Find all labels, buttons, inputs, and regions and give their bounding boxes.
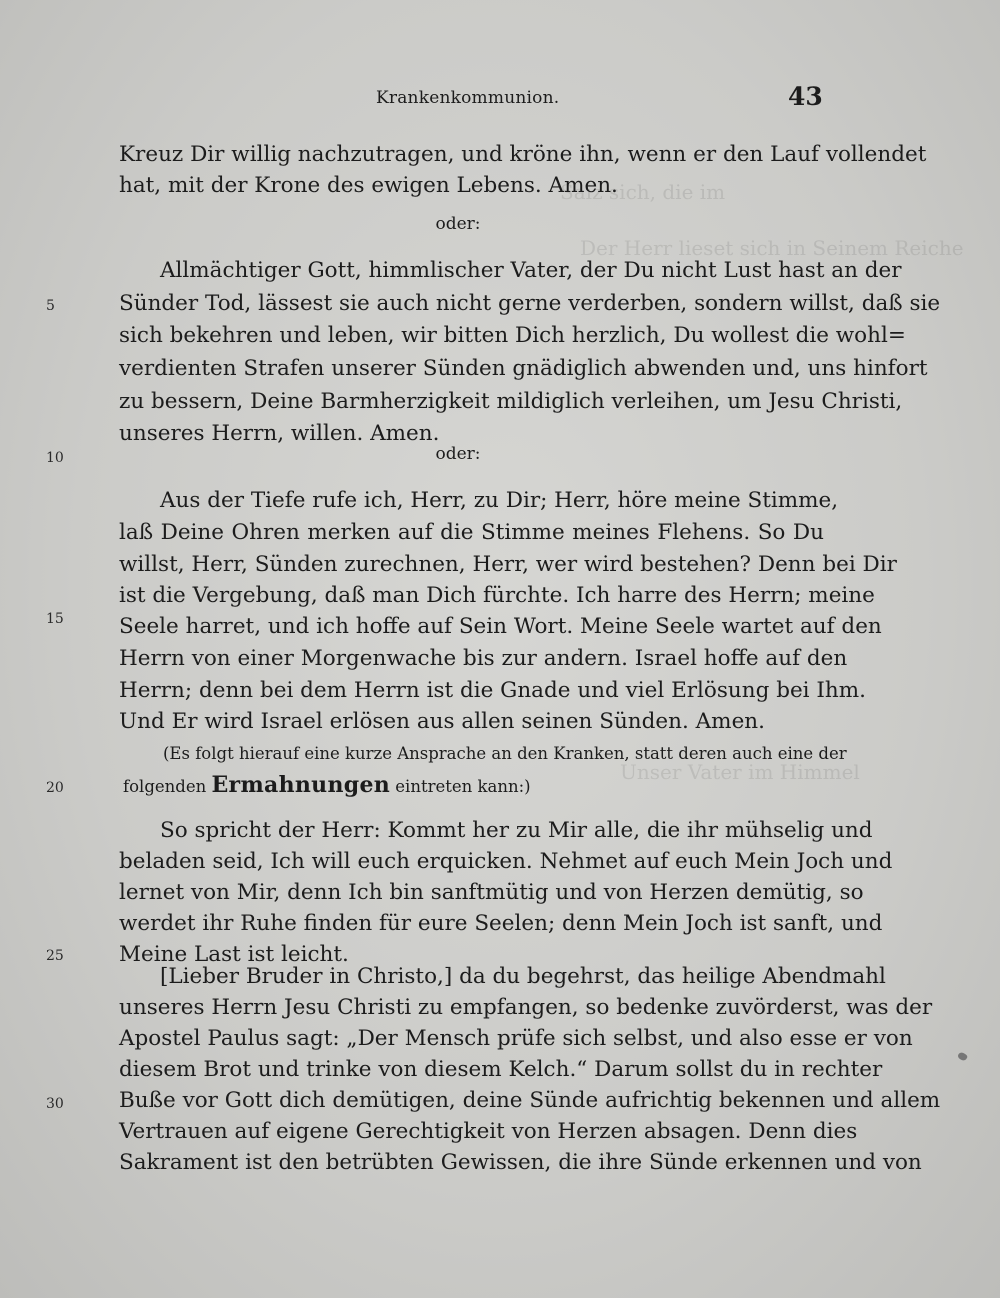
rubric-oder: oder: [435, 214, 481, 234]
rubric-line [123, 772, 828, 800]
rubric-text: eintreten kann:) [395, 777, 531, 796]
rubric-text: folgenden [123, 777, 207, 796]
text-line: Sakrament ist den betrübten Gewissen, die ihre Sünde erkennen und von [119, 1150, 922, 1175]
text-line: Buße vor Gott dich demütigen, deine Sünde aufrichtig bekennen und allem [119, 1088, 941, 1113]
text-line: laß Deine Ohren merken auf die Stimme meines Flehens. So Du [119, 520, 824, 545]
text-line: Allmächtiger Gott, himmlischer Vater, der Du nicht Lust hast an der [160, 258, 902, 283]
line-number: 30 [46, 1096, 64, 1112]
show-through-text: Der Herr lieset sich in Seinem Reiche [580, 236, 964, 260]
text-line: Sünder Tod, lässest sie auch nicht gerne verderben, sondern willst, daß sie [119, 291, 941, 316]
text-line: diesem Brot und trinke von diesem Kelch.“ Darum sollst du in rechter [119, 1057, 883, 1082]
text-line: Apostel Paulus sagt: „Der Mensch prüfe sich selbst, und also esse er von [119, 1026, 913, 1051]
text-line: Vertrauen auf eigene Gerechtigkeit von Herzen absagen. Denn dies [119, 1119, 858, 1144]
text-line: Meine Last ist leicht. [119, 942, 349, 967]
text-line: unseres Herrn, willen. Amen. [119, 421, 440, 446]
text-line: lernet von Mir, denn Ich bin sanftmütig und von Herzen demütig, so [119, 880, 864, 905]
text-line: ist die Vergebung, daß man Dich fürchte. Ich harre des Herrn; meine [119, 583, 875, 608]
text-line: Und Er wird Israel erlösen aus allen seinen Sünden. Amen. [119, 709, 765, 734]
line-number: 15 [46, 611, 64, 627]
line-number: 25 [46, 948, 64, 964]
text-line: Seele harret, und ich hoffe auf Sein Wort. Meine Seele wartet auf den [119, 614, 882, 639]
text-line: Kreuz Dir willig nachzutragen, und kröne ihn, wenn er den Lauf vollendet [119, 142, 927, 167]
text-line: Aus der Tiefe rufe ich, Herr, zu Dir; Herr, höre meine Stimme, [160, 488, 839, 513]
text-line: zu bessern, Deine Barmherzigkeit mildiglich verleihen, um Jesu Christi, [119, 389, 903, 414]
text-line: So spricht der Herr: Kommt her zu Mir alle, die ihr mühselig und [160, 818, 873, 843]
line-number: 5 [46, 298, 55, 314]
line-number: 10 [46, 450, 64, 466]
line-number: 20 [46, 780, 64, 796]
page-number: 43 [788, 82, 823, 111]
text-line: sich bekehren und leben, wir bitten Dich herzlich, Du wollest die wohl= [119, 323, 906, 348]
rubric-line: (Es folgt hierauf eine kurze Ansprache an den Kranken, statt deren auch eine der [163, 744, 847, 763]
show-through-text: Unser Vater im Himmel [620, 760, 860, 784]
text-line: Herrn von einer Morgenwache bis zur andern. Israel hoffe auf den [119, 646, 848, 671]
text-line: willst, Herr, Sünden zurechnen, Herr, wer wird bestehen? Denn bei Dir [119, 552, 897, 577]
text-line: werdet ihr Ruhe finden für eure Seelen; denn Mein Joch ist sanft, und [119, 911, 883, 936]
text-line: hat, mit der Krone des ewigen Lebens. Amen. [119, 173, 618, 198]
text-line: beladen seid, Ich will euch erquicken. Nehmet auf euch Mein Joch und [119, 849, 893, 874]
paper-speck [957, 1051, 968, 1062]
rubric-oder: oder: [435, 444, 481, 464]
text-line: verdienten Strafen unserer Sünden gnädiglich abwenden und, uns hinfort [119, 356, 928, 381]
text-line: Herrn; denn bei dem Herrn ist die Gnade und viel Erlösung bei Ihm. [119, 678, 866, 703]
running-header: Krankenkommunion. [376, 88, 560, 108]
text-line: unseres Herrn Jesu Christi zu empfangen, so bedenke zuvörderst, was der [119, 995, 933, 1020]
text-line: [Lieber Bruder in Christo,] da du begehrst, das heilige Abendmahl [160, 964, 886, 989]
show-through-text: Saiz sich, die im [560, 180, 726, 204]
rubric-emphasis: Ermahnungen [211, 772, 391, 798]
